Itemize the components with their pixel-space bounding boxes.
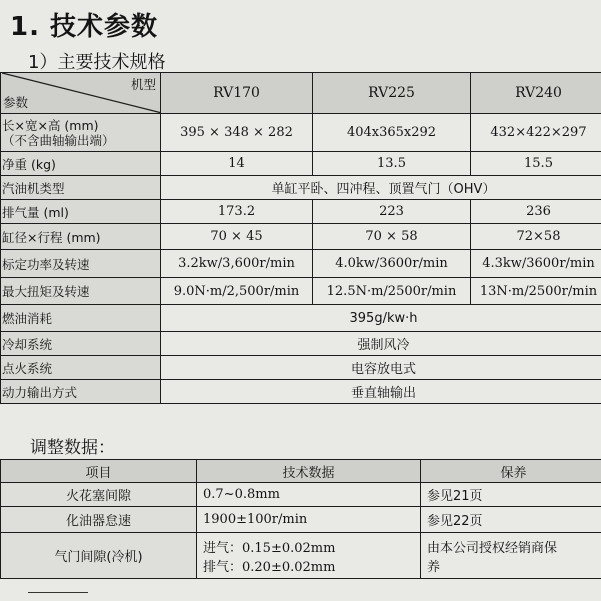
spec-value: 4.3kw/3600r/min <box>471 250 601 278</box>
spec-row-label <box>1 152 161 176</box>
adjust-maint-line: 养 <box>427 559 441 575</box>
spec-table <box>0 72 601 404</box>
spec-row <box>1 176 601 200</box>
model-header-1: RV170 <box>161 73 313 114</box>
spec-value: 3.2kw/3,600r/min <box>161 250 313 278</box>
spec-row-label <box>1 332 161 356</box>
spec-row <box>1 305 601 332</box>
spec-row <box>1 200 601 224</box>
label-line: 冷却系统 <box>2 336 53 352</box>
adjust-row <box>1 483 601 507</box>
spec-row <box>1 278 601 305</box>
spec-row <box>1 114 601 152</box>
spec-merged-value: 电容放电式 <box>161 356 601 380</box>
spec-value: 72×58 <box>471 224 601 250</box>
spec-value: 395 × 348 × 282 <box>161 114 313 152</box>
spec-row-label <box>1 356 161 380</box>
spec-value: 13N·m/2500r/min <box>471 278 601 305</box>
label-line: 长×宽×高 (mm) <box>2 117 99 133</box>
spec-corner-cell <box>1 73 161 114</box>
adjust-maint <box>421 507 601 533</box>
spec-row <box>1 250 601 278</box>
spec-value: 236 <box>471 200 601 224</box>
spec-value: 12.5N·m/2500r/min <box>313 278 471 305</box>
spec-row-label <box>1 250 161 278</box>
label-line: 标定功率及转速 <box>2 256 90 272</box>
spec-merged-value: 垂直轴输出 <box>161 380 601 404</box>
adjust-data-line: 排气：0.20±0.02mm <box>203 559 336 575</box>
label-line: 缸径×行程 (mm) <box>2 229 101 245</box>
adjust-row <box>1 507 601 533</box>
adjust-header-maint: 保养 <box>421 460 601 483</box>
section-heading <box>10 6 158 43</box>
label-line: 点火系统 <box>2 360 53 376</box>
adjust-data-line: 进气：0.15±0.02mm <box>203 540 336 556</box>
adjust-data <box>197 483 421 507</box>
spec-value: 4.0kw/3600r/min <box>313 250 471 278</box>
spec-row-label <box>1 278 161 305</box>
model-header-2: RV225 <box>313 73 471 114</box>
adjust-item: 化油器怠速 <box>1 507 197 533</box>
spec-value: 15.5 <box>471 152 601 176</box>
spec-merged-value: 单缸平卧、四冲程、顶置气门（OHV） <box>161 176 601 200</box>
adjust-table <box>0 459 601 579</box>
subsection-heading: 1）主要技术规格 <box>28 52 166 73</box>
adjust-maint-line: 参见21页 <box>427 489 483 504</box>
label-line: 最大扭矩及转速 <box>2 284 90 299</box>
spec-value: 432×422×297 <box>471 114 601 152</box>
label-line: 汽油机类型 <box>2 180 65 196</box>
adjust-item: 火花塞间隙 <box>1 483 197 507</box>
section-number: 1. <box>10 12 40 42</box>
adjust-item: 气门间隙(冷机) <box>1 533 197 579</box>
spec-value: 70 × 58 <box>313 224 471 250</box>
label-line: 燃油消耗 <box>2 311 53 326</box>
adjust-header-item: 项目 <box>1 460 197 483</box>
spec-value: 404x365x292 <box>313 114 471 152</box>
spec-merged-value: 395g/kw·h <box>161 305 601 332</box>
spec-value: 13.5 <box>313 152 471 176</box>
spec-row-label <box>1 305 161 332</box>
adjust-data-line: 0.7~0.8mm <box>203 487 280 502</box>
adjust-maint <box>421 483 601 507</box>
spec-value: 223 <box>313 200 471 224</box>
adjust-maint-line: 参见22页 <box>427 514 483 529</box>
spec-row <box>1 356 601 380</box>
spec-row-label <box>1 114 161 152</box>
adjust-data <box>197 533 421 579</box>
spec-header-row <box>1 73 601 114</box>
adjust-heading: 调整数据： <box>30 438 115 458</box>
adjust-maint <box>421 533 601 579</box>
corner-param-label: 参数 <box>3 95 29 110</box>
label-line: 动力输出方式 <box>2 384 78 400</box>
spec-row <box>1 332 601 356</box>
spec-row <box>1 380 601 404</box>
label-line: 净重 (kg) <box>2 156 56 172</box>
adjust-data-line: 1900±100r/min <box>203 512 308 527</box>
adjust-header-data: 技术数据 <box>197 460 421 483</box>
adjust-data <box>197 507 421 533</box>
footer-rule <box>28 592 88 593</box>
model-header-3: RV240 <box>471 73 601 114</box>
spec-row-label <box>1 200 161 224</box>
adjust-row <box>1 533 601 579</box>
spec-value: 173.2 <box>161 200 313 224</box>
spec-row-label <box>1 176 161 200</box>
spec-value: 9.0N·m/2,500r/min <box>161 278 313 305</box>
adjust-header-row <box>1 460 601 483</box>
section-title: 技术参数 <box>50 12 159 42</box>
spec-value: 14 <box>161 152 313 176</box>
label-line: （不含曲轴输出端） <box>2 132 115 148</box>
spec-row-label <box>1 380 161 404</box>
spec-row <box>1 224 601 250</box>
adjust-maint-line: 由本公司授权经销商保 <box>427 540 558 556</box>
spec-row-label <box>1 224 161 250</box>
label-line: 排气量 (ml) <box>2 204 69 220</box>
spec-merged-value: 强制风冷 <box>161 332 601 356</box>
corner-model-label: 机型 <box>130 77 156 92</box>
spec-row <box>1 152 601 176</box>
spec-value: 70 × 45 <box>161 224 313 250</box>
